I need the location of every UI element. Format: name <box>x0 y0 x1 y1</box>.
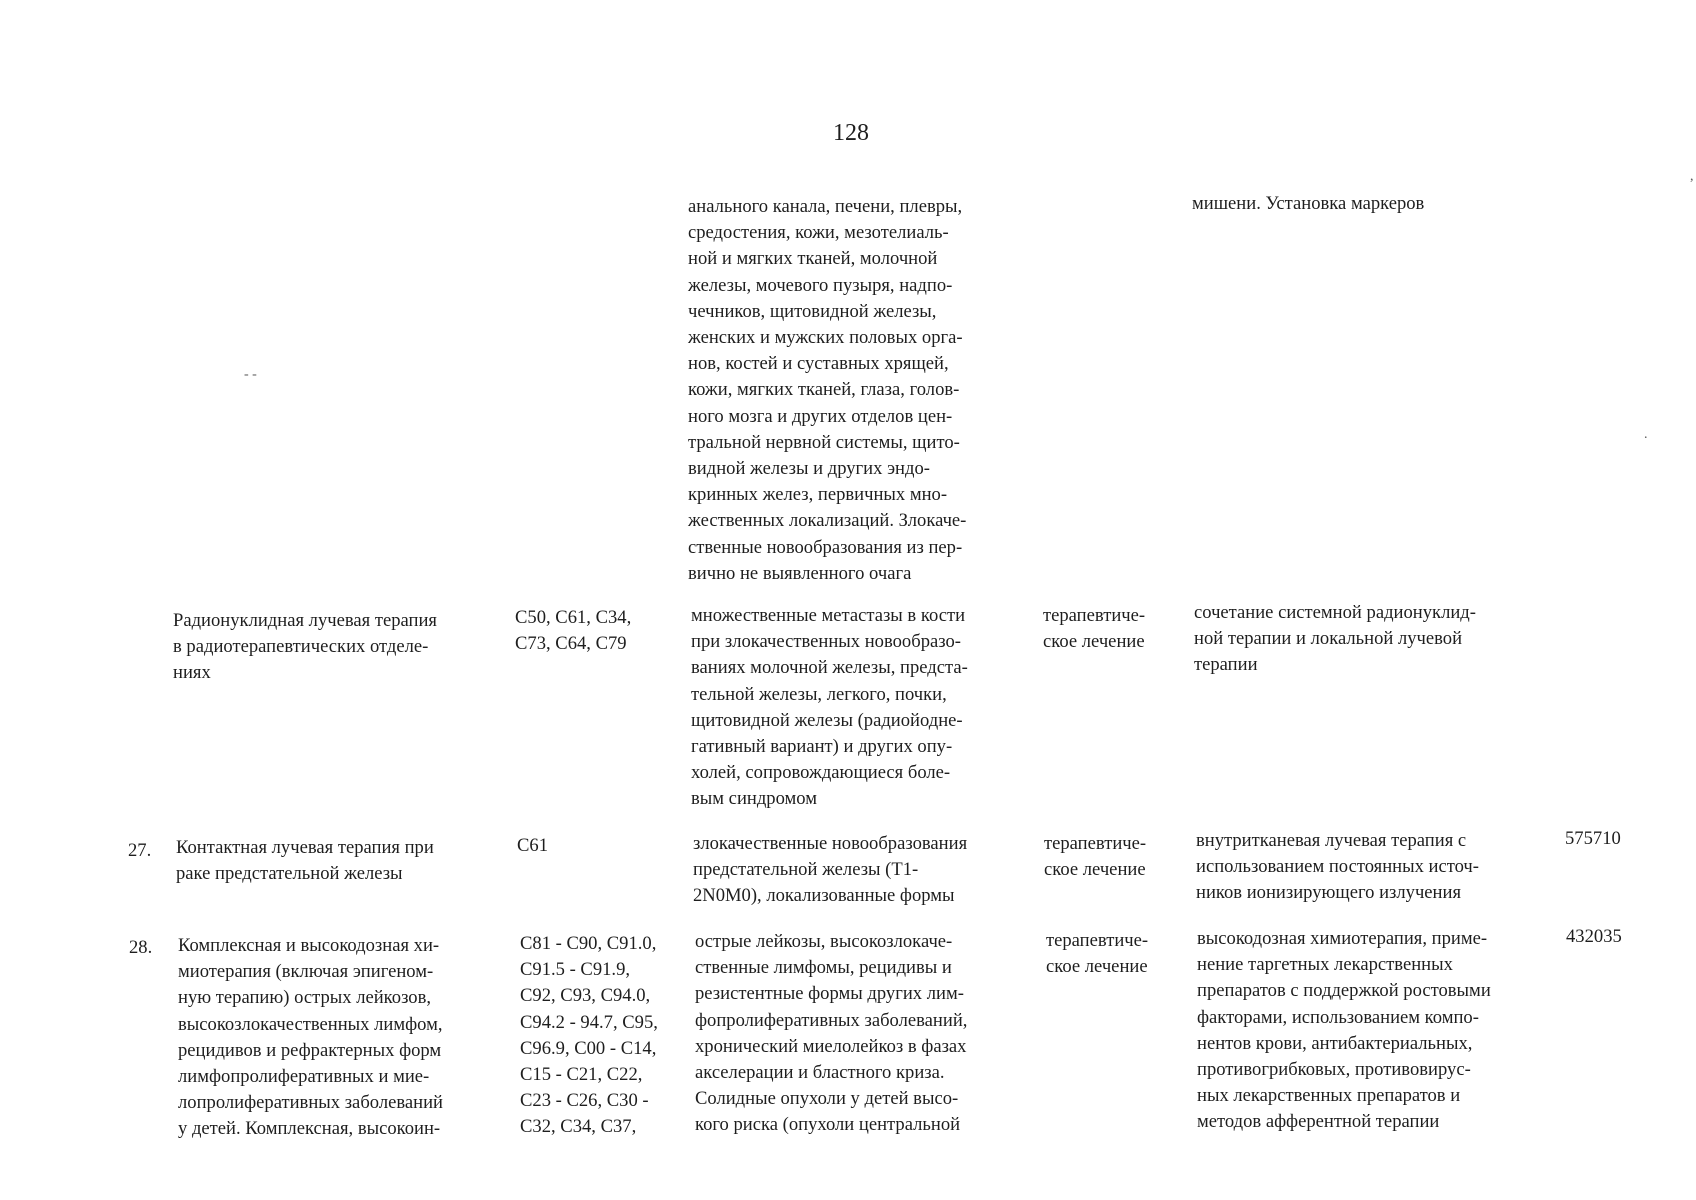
row-number: 27. <box>128 840 152 861</box>
text-line: нов, костей и суставных хрящей, <box>688 353 949 375</box>
text-line: лимфопролиферативных и мие- <box>178 1066 430 1088</box>
text-line: анального канала, печени, плевры, <box>688 196 963 217</box>
text-line: раке предстательной железы <box>176 863 403 885</box>
text-line: C94.2 - 94.7, C95, <box>520 1011 658 1033</box>
text-line: терапевтиче- <box>1044 833 1147 854</box>
text-line: тельной железы, легкого, почки, <box>691 683 947 705</box>
name-cell <box>178 933 443 1143</box>
text-line: рецидивов и рефрактерных форм <box>178 1039 442 1061</box>
text-line: жественных локализаций. Злокаче- <box>688 510 967 532</box>
text-line: множественные метастазы в кости <box>691 605 966 626</box>
text-line: сочетание системной радионуклид- <box>1194 602 1476 623</box>
text-line: Солидные опухоли у детей высо- <box>695 1088 959 1110</box>
diagnosis-cell <box>693 831 967 910</box>
treatment-cell <box>1043 603 1145 655</box>
text-line: щитовидной железы (радиойодне- <box>691 709 963 731</box>
text-line: видной железы и других эндо- <box>688 458 930 480</box>
text-line: миотерапия (включая эпигеном- <box>178 961 434 983</box>
text-line: Радионуклидная лучевая терапия <box>173 610 437 631</box>
text-line: противогрибковых, противовирус- <box>1197 1059 1471 1081</box>
text-line: вым синдромом <box>691 788 818 810</box>
text-line: мишени. Установка маркеров <box>1192 193 1425 214</box>
text-line: резистентные формы других лим- <box>695 983 964 1005</box>
text-line: C73, C64, C79 <box>515 633 627 655</box>
text-line: C50, C61, C34, <box>515 607 632 628</box>
text-line: ных лекарственных препаратов и <box>1197 1085 1461 1107</box>
text-line: C91.5 - C91.9, <box>520 959 631 981</box>
text-line: тральной нервной системы, щито- <box>688 431 960 453</box>
text-line: ственные новообразования из пер- <box>688 536 963 558</box>
text-line: высокозлокачественных лимфом, <box>178 1013 443 1035</box>
text-line: препаратов с поддержкой ростовыми <box>1197 980 1491 1002</box>
text-line: терапевтиче- <box>1043 605 1146 626</box>
cost-cell: 575710 <box>1565 828 1621 849</box>
text-line: железы, мочевого пузыря, надпо- <box>688 274 953 296</box>
text-line: лопролиферативных заболеваний <box>178 1092 443 1114</box>
treatment-cell <box>1044 831 1146 883</box>
method-cell <box>1194 600 1476 679</box>
text-line: ную терапию) острых лейкозов, <box>178 987 432 1009</box>
text-line: злокачественные новообразования <box>693 833 968 854</box>
scan-artifact: . <box>1644 427 1648 442</box>
text-line: кого риска (опухоли центральной <box>695 1114 961 1136</box>
text-line: ниях <box>173 662 211 684</box>
method-cell <box>1197 926 1491 1136</box>
text-line: фопролиферативных заболеваний, <box>695 1009 968 1031</box>
text-line: нентов крови, антибактериальных, <box>1197 1032 1473 1054</box>
row-number: 28. <box>129 937 153 958</box>
diagnosis-cell <box>695 929 967 1139</box>
text-line: ское лечение <box>1043 631 1145 653</box>
text-line: средостения, кожи, мезотелиаль- <box>688 222 949 244</box>
page-number: 128 <box>833 120 869 146</box>
text-line: методов афферентной терапии <box>1197 1111 1440 1133</box>
text-line: терапии <box>1194 654 1258 676</box>
text-line: Комплексная и высокодозная хи- <box>178 935 440 956</box>
text-line: ственные лимфомы, рецидивы и <box>695 957 952 979</box>
text-line: ское лечение <box>1044 859 1146 881</box>
text-line: острые лейкозы, высокозлокаче- <box>695 931 953 952</box>
code-cell <box>515 605 631 657</box>
text-line: кринных желез, первичных мно- <box>688 484 948 506</box>
scan-artifact: , <box>1690 169 1694 184</box>
text-line: в радиотерапевтических отделе- <box>173 636 429 658</box>
scan-artifact: - - <box>244 367 257 382</box>
text-line: кожи, мягких тканей, глаза, голов- <box>688 379 960 401</box>
text-line: холей, сопровождающиеся боле- <box>691 762 951 784</box>
text-line: акселерации и бластного криза. <box>695 1062 945 1084</box>
text-line: C92, C93, C94.0, <box>520 985 651 1007</box>
text-line: ной терапии и локальной лучевой <box>1194 628 1463 650</box>
text-line: женских и мужских половых орга- <box>688 327 963 349</box>
method-cell <box>1196 828 1479 907</box>
text-line: хронический миелолейкоз в фазах <box>695 1035 967 1057</box>
diagnosis-cell <box>691 603 968 813</box>
method-cell <box>1192 191 1424 217</box>
text-line: внутритканевая лучевая терапия с <box>1196 830 1467 851</box>
text-line: нение таргетных лекарственных <box>1197 954 1453 976</box>
text-line: C61 <box>517 835 548 856</box>
text-line: терапевтиче- <box>1046 930 1149 951</box>
text-line: C15 - C21, C22, <box>520 1064 643 1086</box>
text-line: ной и мягких тканей, молочной <box>688 248 938 270</box>
text-line: 2N0M0), локализованные формы <box>693 885 955 907</box>
text-line: C23 - C26, C30 - <box>520 1090 649 1112</box>
text-line: чечников, щитовидной железы, <box>688 300 937 322</box>
text-line: C96.9, C00 - C14, <box>520 1037 657 1059</box>
text-line: использованием постоянных источ- <box>1196 856 1479 878</box>
text-line: факторами, использованием компо- <box>1197 1006 1479 1028</box>
text-line: при злокачественных новообразо- <box>691 631 961 653</box>
text-line: у детей. Комплексная, высокоин- <box>178 1118 441 1140</box>
text-line: Контактная лучевая терапия при <box>176 837 434 858</box>
name-cell <box>176 835 434 887</box>
text-line: ников ионизирующего излучения <box>1196 882 1462 904</box>
text-line: вично не выявленного очага <box>688 562 912 584</box>
name-cell <box>173 608 437 687</box>
code-cell <box>517 833 548 859</box>
text-line: высокодозная химиотерапия, приме- <box>1197 928 1488 949</box>
code-cell <box>520 931 658 1141</box>
text-line: C81 - C90, C91.0, <box>520 933 657 954</box>
cost-cell: 432035 <box>1566 926 1622 947</box>
text-line: предстательной железы (T1- <box>693 859 919 881</box>
text-line: гативный вариант) и других опу- <box>691 736 953 758</box>
text-line: ское лечение <box>1046 956 1148 978</box>
text-line: ного мозга и других отделов цен- <box>688 405 953 427</box>
diagnosis-cell <box>688 194 966 587</box>
text-line: C32, C34, C37, <box>520 1116 637 1138</box>
treatment-cell <box>1046 928 1148 980</box>
text-line: ваниях молочной железы, предста- <box>691 657 968 679</box>
